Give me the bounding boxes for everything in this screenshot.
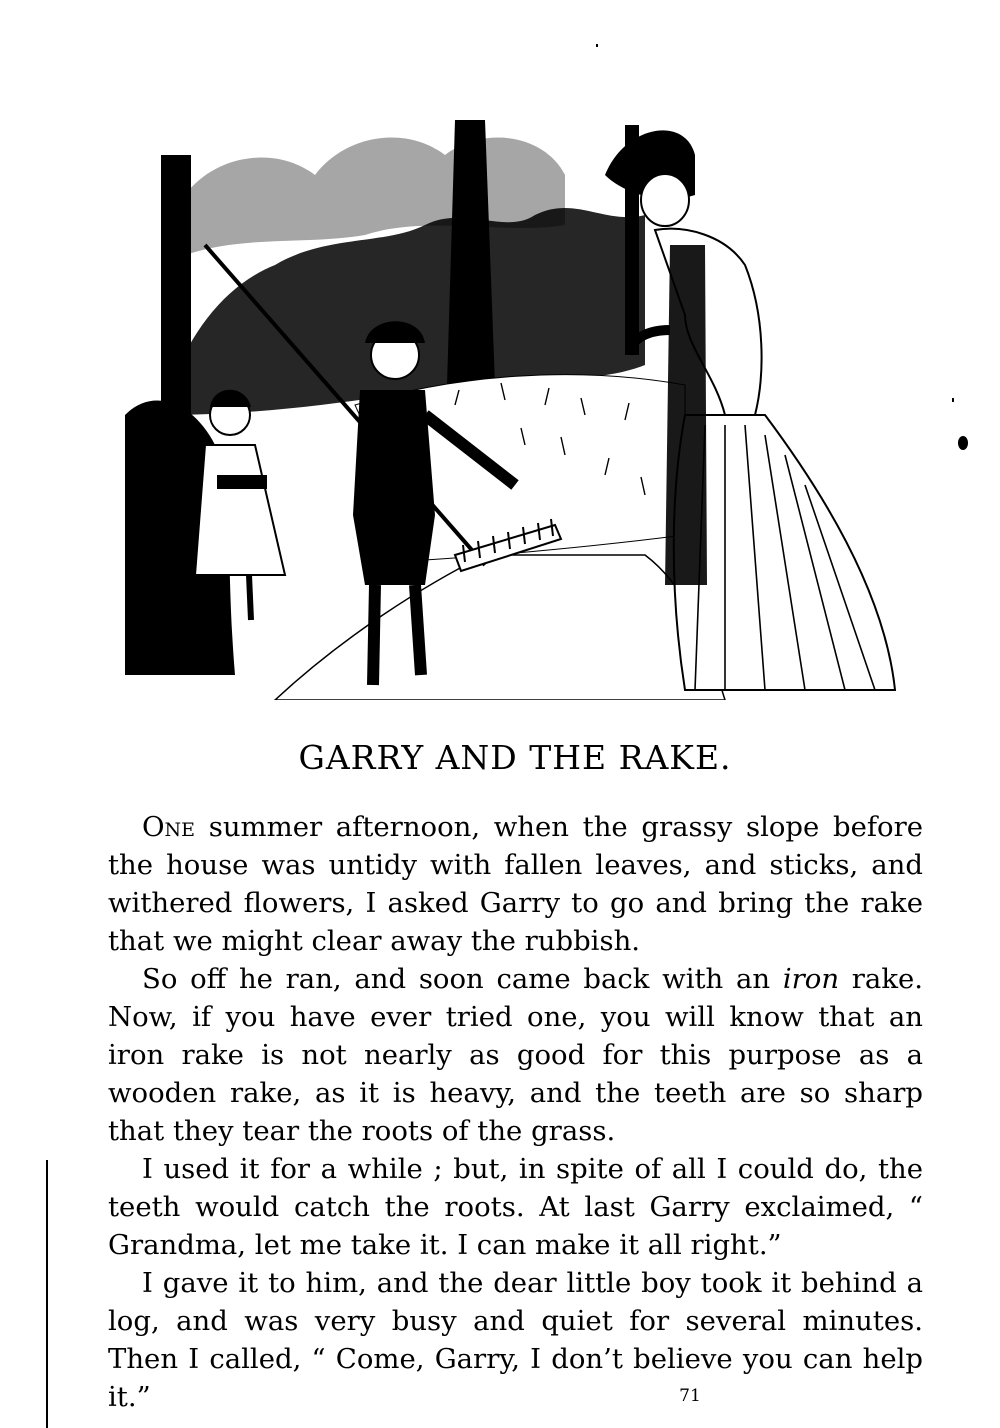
paragraph-4: I gave it to him, and the dear little boy took it behind a log, and was very busy and quiet for several minutes. Then I called, “ Come, Garry, I don’t believe you can help it.” (108, 1267, 923, 1413)
paragraph-emphasis: iron (782, 963, 840, 995)
ink-speck (958, 436, 968, 450)
paragraph-text: summer afternoon, when the grassy slope before the house was untidy with fallen leaves, and sticks, and withered flowers, I asked Garry to go and bring the rake that we might clear away the rubbish. (108, 811, 923, 957)
body-text (108, 808, 923, 1416)
engraving-illustration (125, 115, 905, 700)
chapter-title: GARRY AND THE RAKE. (298, 738, 732, 777)
page-number: 71 (679, 1386, 701, 1406)
paragraph-2 (108, 960, 923, 1150)
ink-speck (952, 398, 954, 402)
margin-rule (46, 1160, 48, 1428)
paragraph-1 (108, 808, 923, 960)
ink-speck (596, 44, 598, 47)
paragraph-text-before: So off he ran, and soon came back with an (142, 963, 783, 995)
paragraph-3: I used it for a while ; but, in spite of all I could do, the teeth would catch the roots. At last Garry exclaimed, “ Grandma, let me take it. I can make it all right.” (108, 1153, 923, 1261)
paragraph-text-after: rake. Now, if you have ever tried one, you will know that an iron rake is not nearly as good for this purpose as a wooden rake, as it is heavy, and the teeth are so sharp that they tear the roots of the grass. (108, 963, 923, 1147)
paragraph-lead-word: One (142, 811, 196, 843)
